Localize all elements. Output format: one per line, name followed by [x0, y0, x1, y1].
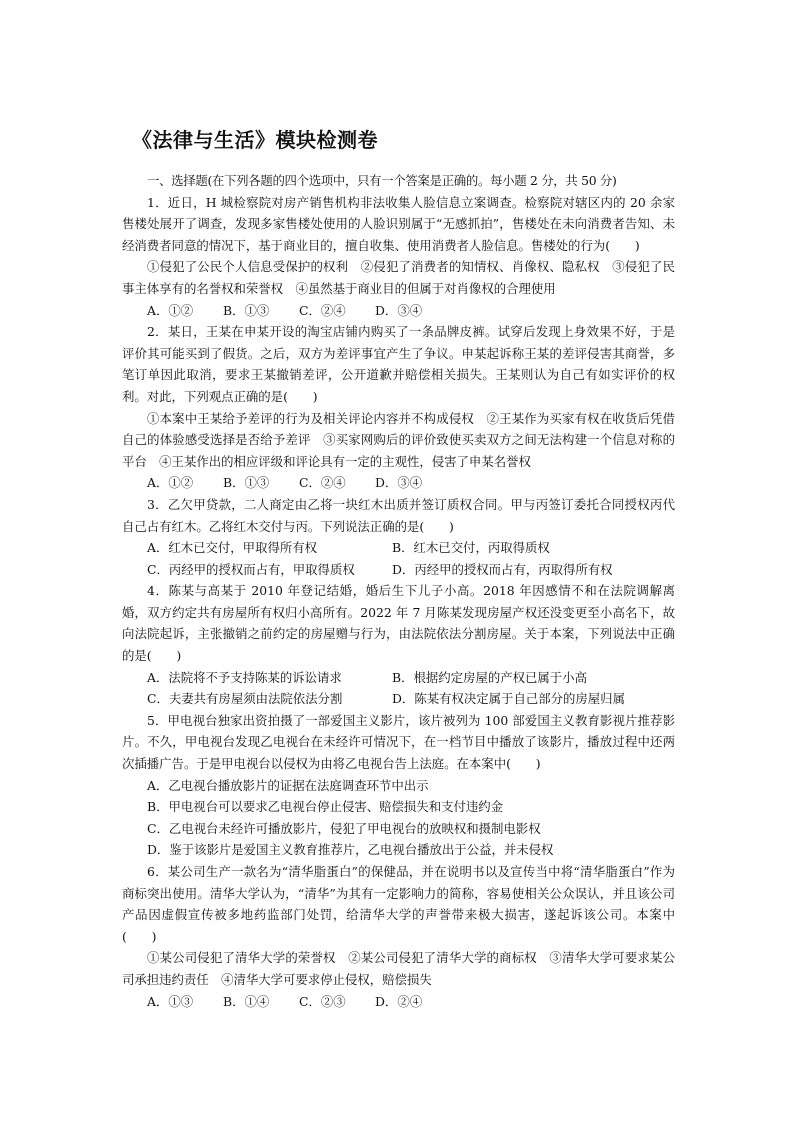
question-2-statements: ①本案中王某给予差评的行为及相关评论内容并不构成侵权 ②王某作为买家有权在收货后凭借自己的体验感受选择是否给予差评 ③买家网购后的评价致使买卖双方之间无法构建一个信息对称的平台 ④王某作出的相应评级和评论具有一定的主观性，侵害了申某名誉权 [122, 410, 675, 469]
question-5-option-b: B．甲电视台可以要求乙电视台停止侵害、赔偿损失和支付违约金 [147, 799, 504, 815]
option-b: B．根据约定房屋的产权已属于小高 [392, 669, 587, 685]
question-3-options-row-1 [122, 537, 675, 559]
question-6-statements: ①某公司侵犯了清华大学的荣誉权 ②某公司侵犯了清华大学的商标权 ③清华大学可要求某公司承担违约责任 ④清华大学可要求停止侵权，赔偿损失 [122, 950, 675, 987]
option-b: B．①④ [223, 993, 270, 1009]
question-2-stem: 2．某日，王某在申某开设的淘宝店铺内购买了一条品牌皮裤。试穿后发现上身效果不好，于是评价其可能买到了假货。之后，双方为差评事宜产生了争议。申某起诉称王某的差评侵害其商誉，多笔订单因此取消，要求王某撤销差评，公开道歉并赔偿相关损失。王某则认为自己有如实评价的权利。对此，下列观点正确的是( ) [122, 324, 675, 404]
option-d: D．②④ [375, 993, 423, 1009]
option-b: B．①③ [223, 302, 270, 318]
option-c: C．②③ [299, 993, 346, 1009]
question-5-option-c: C．乙电视台未经许可播放影片，侵犯了甲电视台的放映权和摄制电影权 [147, 820, 541, 836]
option-b: B．红木已交付，丙取得质权 [392, 540, 550, 556]
question-1-options [122, 300, 675, 322]
document-body [122, 170, 675, 1012]
document-title: 《法律与生活》模块检测卷 [132, 128, 378, 152]
option-a: A．①② [147, 302, 194, 318]
question-3-options-row-2 [122, 559, 675, 581]
question-6-options [122, 991, 675, 1013]
question-3-stem: 3．乙欠甲贷款，二人商定由乙将一块红木出质并签订质权合同。甲与丙签订委托合同授权丙代自己占有红木。乙将红木交付与丙。下列说法正确的是( ) [122, 496, 675, 534]
option-a: A．法院将不予支持陈某的诉讼请求 [147, 669, 342, 685]
section-heading: 一、选择题(在下列各题的四个选项中，只有一个答案是正确的。每小题 2 分，共 50 分) [147, 173, 617, 188]
question-4-options-row-1 [122, 667, 675, 689]
question-1-statements: ①侵犯了公民个人信息受保护的权利 ②侵犯了消费者的知情权、肖像权、隐私权 ③侵犯了民事主体享有的名誉权和荣誉权 ④虽然基于商业目的但属于对肖像权的合理使用 [122, 259, 675, 296]
option-d: D．③④ [375, 475, 423, 491]
question-4-options-row-2 [122, 688, 675, 710]
option-a: A．①② [147, 475, 194, 491]
question-5-stem: 5．甲电视台独家出资拍摄了一部爱国主义影片，该片被列为 100 部爱国主义教育影视片推荐影片。不久，甲电视台发现乙电视台在未经许可情况下，在一档节目中播放了该影片，播放过程中还两次插播广告。于是甲电视台以侵权为由将乙电视台告上法庭。在本案中( ) [122, 712, 675, 772]
option-d: D．丙经甲的授权而占有，丙取得所有权 [392, 561, 613, 577]
option-a: A．红木已交付，甲取得所有权 [147, 540, 318, 556]
question-4-stem: 4．陈某与高某于 2010 年登记结婚，婚后生下儿子小高。2018 年因感情不和在法院调解离婚，双方约定共有房屋所有权归小高所有。2022 年 7 月陈某发现房屋产权还没变更至小高名下，故向法院起诉，主张撤销之前约定的房屋赠与行为，由法院依法分割房屋。关于本案，下列说法中正确的是( ) [122, 583, 675, 664]
option-d: D．③④ [375, 302, 423, 318]
option-b: B．①③ [223, 475, 270, 491]
option-c: C．②④ [299, 302, 346, 318]
question-2-options [122, 472, 675, 494]
option-c: C．丙经甲的授权而占有，甲取得质权 [147, 561, 355, 577]
option-c: C．②④ [299, 475, 346, 491]
option-c: C．夫妻共有房屋须由法院依法分割 [147, 691, 343, 707]
question-1-stem: 1．近日，H 城检察院对房产销售机构非法收集人脸信息立案调查。检察院对辖区内的 20 余家售楼处展开了调查，发现多家售楼处使用的人脸识别属于“无感抓拍”，售楼处在未向消费者告知、未经消费者同意的情况下，基于商业目的，擅自收集、使用消费者人脸信息。售楼处的行为( ) [122, 194, 675, 253]
question-5-option-d: D．鉴于该影片是爱国主义教育推荐片，乙电视台播放出于公益，并未侵权 [147, 842, 554, 858]
option-a: A．①③ [147, 993, 194, 1009]
option-d: D．陈某有权决定属于自己部分的房屋归属 [392, 691, 625, 707]
question-6-stem: 6．某公司生产一款名为“清华脂蛋白”的保健品，并在说明书以及宣传当中将“清华脂蛋白”作为商标突出使用。清华大学认为，“清华”为其有一定影响力的简称，容易使相关公众误认，并且该公司产品因虚假宣传被多地药监部门处罚，给清华大学的声誉带来极大损害，遂起诉该公司。本案中( ) [122, 864, 675, 944]
question-5-option-a: A．乙电视台播放影片的证据在法庭调查环节中出示 [147, 777, 429, 793]
